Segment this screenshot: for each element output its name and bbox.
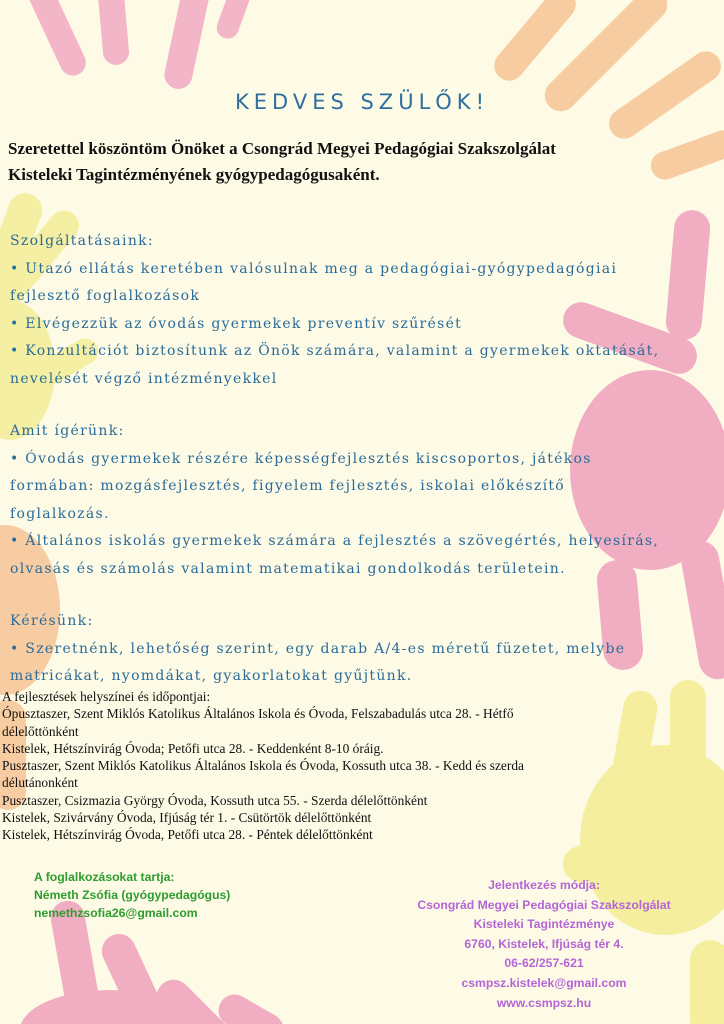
services-line: • Utazó ellátás keretében valósulnak meg a pedagógiai-gyógypedagógiai — [10, 260, 618, 277]
request-line: • Szeretnénk, lehetőség szerint, egy darab A/4-es méretű füzetet, melybe — [10, 640, 626, 657]
request-line: matricákat, nyomdákat, gyakorlatokat gyűjtünk. — [10, 668, 413, 684]
services-line: • Konzultációt biztosítunk az Önök számára, valamint a gyermekek oktatását, — [10, 343, 660, 359]
request-heading: Kérésünk: — [10, 613, 94, 629]
promise-line: formában: mozgásfejlesztés, figyelem fejlesztés, iskolai előkészítő — [10, 478, 566, 494]
services-heading: Szolgáltatásaink: — [10, 233, 154, 249]
contact-branch: Kisteleki Tagintézménye — [473, 917, 615, 932]
schedule-line: Kistelek, Hétszínvirág Óvoda, Petőfi utca 28. - Péntek délelőttönként — [2, 827, 373, 843]
schedule-line: Kistelek, Hétszínvirág Óvoda; Petőfi utca 28. - Keddenként 8-10 óráig. — [2, 740, 384, 756]
request-section — [10, 608, 716, 691]
page-title: KEDVES SZÜLŐK! — [235, 90, 489, 114]
promise-section — [10, 418, 716, 583]
promise-heading: Amit ígérünk: — [10, 423, 125, 439]
intro-text: Szeretettel köszöntöm Önöket a Csongrád Megyei Pedagógiai Szakszolgálat Kisteleki Tagintézményének gyógypedagógusaként. — [8, 139, 556, 184]
promise-line: • Óvodás gyermekek részére képességfejlesztés kiscsoportos, játékos — [10, 450, 592, 467]
promise-line: • Általános iskolás gyermekek számára a fejlesztés a szövegértés, helyesírás, — [10, 533, 660, 549]
contact-org: Csongrád Megyei Pedagógiai Szakszolgálat — [417, 897, 671, 912]
services-line: nevelését végző intézményekkel — [10, 370, 278, 387]
services-line: • Elvégezzük az óvodás gyermekek preventív szűrését — [10, 315, 463, 332]
contact-phone: 06-62/257-621 — [504, 956, 584, 971]
contact-address: 6760, Kistelek, Ifjúság tér 4. — [464, 936, 624, 951]
schedule-line: Kistelek, Szivárvány Óvoda, Ifjúság tér 1. - Csütörtök délelőttönként — [2, 810, 372, 826]
leader-info — [34, 868, 230, 922]
leader-name: Németh Zsófia (gyógypedagógus) — [34, 888, 231, 902]
schedule-line: Pusztaszer, Csizmazia György Óvoda, Kossuth utca 55. - Szerda délelőttönként — [2, 792, 428, 808]
schedule-section — [2, 688, 718, 844]
promise-line: foglalkozás. — [10, 505, 110, 522]
contact-email: csmpsz.kistelek@gmail.com — [461, 975, 627, 990]
services-line: fejlesztő foglalkozások — [10, 288, 201, 304]
leader-email: nemethzsofia26@gmail.com — [34, 906, 198, 920]
schedule-heading: A fejlesztések helyszínei és időpontjai: — [2, 689, 211, 704]
promise-line: olvasás és számolás valamint matematikai gondolkodás területein. — [10, 560, 566, 577]
schedule-line: Pusztaszer, Szent Miklós Katolikus Általános Iskola és Óvoda, Kossuth utca 38. - Kedd és szerda — [2, 758, 524, 774]
schedule-line: Ópusztaszer, Szent Miklós Katolikus Általános Iskola és Óvoda, Felszabadulás utca 28. - Hétfő — [2, 706, 514, 722]
contact-info — [392, 876, 696, 1013]
schedule-line: délutánonként — [2, 775, 78, 791]
services-section — [10, 228, 716, 393]
contact-heading: Jelentkezés módja: — [488, 878, 600, 892]
leader-label: A foglalkozásokat tartja: — [34, 870, 175, 884]
contact-website: www.csmpsz.hu — [496, 995, 592, 1010]
schedule-line: délelőttönként — [2, 723, 79, 739]
